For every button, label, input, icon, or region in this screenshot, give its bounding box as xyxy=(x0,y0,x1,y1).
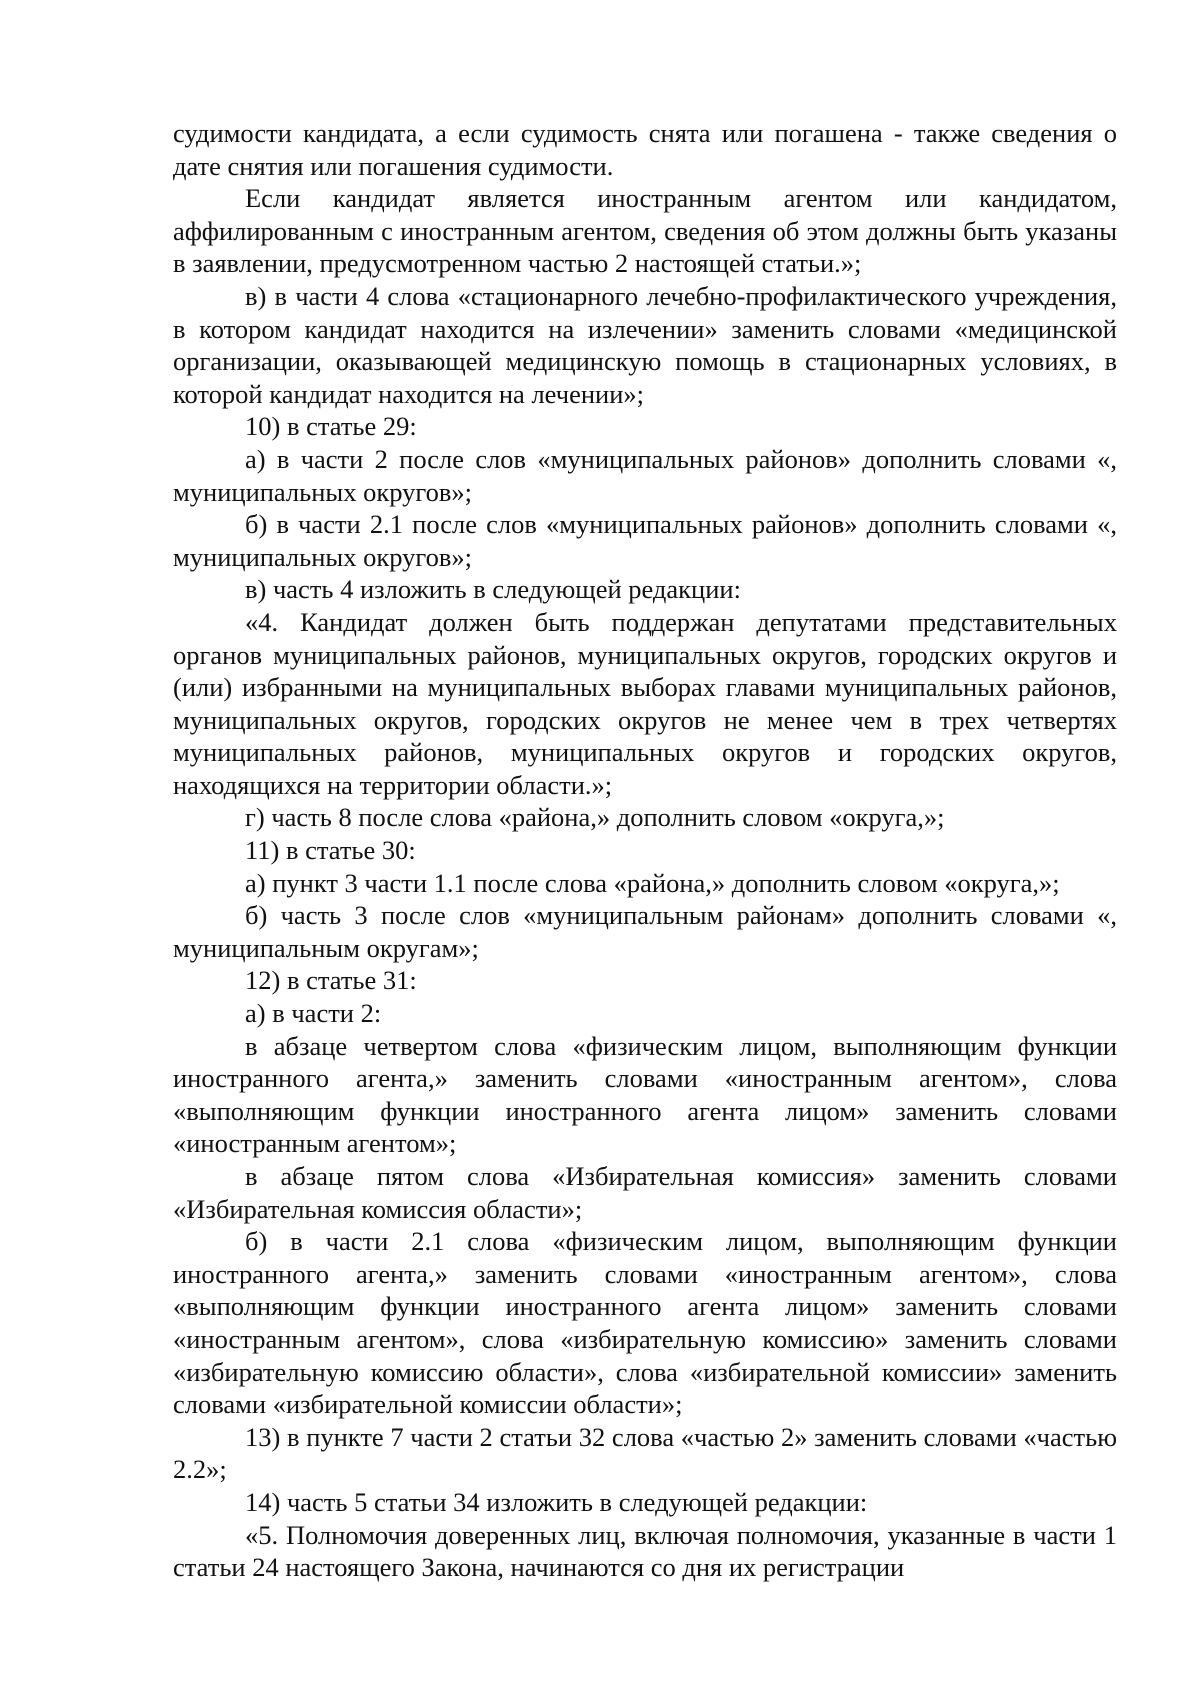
paragraph-10: 11) в статье 30: xyxy=(245,835,416,866)
paragraph-20: «5. Полномочия доверенных лиц, включая полномочия, указанные в части 1 статьи 24 настоящего Закона, начинаются со дня их регистрации xyxy=(173,1519,1117,1583)
paragraph-8: «4. Кандидат должен быть поддержан депутатами представительных органов муниципальных районов, муниципальных округов, городских округов и (или) избранными на муниципальных выборах главами муниципальных районов, муниципальных округов, городских округов не менее чем в трех четвертях муниципальных районов, муниципальных округов и городских округов, находящихся на территории области.»; xyxy=(173,606,1117,800)
paragraph-13: 12) в статье 31: xyxy=(245,965,417,996)
paragraph-17: б) в части 2.1 слова «физическим лицом, выполняющим функции иностранного агента,» заменить словами «иностранным агентом», слова «выполняющим функции иностранного агента лицом» заменить словами «иностранным агентом», слова «избирательную комиссию» заменить словами «избирательную комиссию области», слова «избирательной комиссии» заменить словами «избирательной комиссии области»; xyxy=(173,1226,1117,1420)
paragraph-9: г) часть 8 после слова «района,» дополнить словом «округа,»; xyxy=(245,802,945,833)
paragraph-16: в абзаце пятом слова «Избирательная комиссия» заменить словами «Избирательная комиссия области»; xyxy=(173,1161,1117,1224)
paragraph-18: 13) в пункте 7 части 2 статьи 32 слова «частью 2» заменить словами «частью 2.2»; xyxy=(173,1421,1117,1485)
paragraph-14: а) в части 2: xyxy=(245,998,382,1029)
paragraph-2: Если кандидат является иностранным агентом или кандидатом, аффилированным с иностранным агентом, сведения об этом должны быть указаны в заявлении, предусмотренном частью 2 настоящей статьи.»; xyxy=(173,183,1117,279)
paragraph-5: а) в части 2 после слов «муниципальных районов» дополнить словами «, муниципальных округов»; xyxy=(173,443,1117,507)
paragraph-7: в) часть 4 изложить в следующей редакции: xyxy=(245,574,741,605)
paragraph-4: 10) в статье 29: xyxy=(245,411,417,442)
paragraph-11: а) пункт 3 части 1.1 после слова «района,» дополнить словом «округа,»; xyxy=(245,867,1060,898)
paragraph-6: б) в части 2.1 после слов «муниципальных районов» дополнить словами «, муниципальных округов»; xyxy=(173,509,1117,572)
paragraph-15: в абзаце четвертом слова «физическим лицом, выполняющим функции иностранного агента,» заменить словами «иностранным агентом», слова «выполняющим функции иностранного агента лицом» заменить словами «иностранным агентом»; xyxy=(173,1030,1117,1159)
paragraph-3: в) в части 4 слова «стационарного лечебно-профилактического учреждения, в котором кандидат находится на излечении» заменить словами «медицинской организации, оказывающей медицинскую помощь в стационарных условиях, в которой кандидат находится на лечении»; xyxy=(173,280,1117,409)
document-body xyxy=(173,117,1117,1584)
paragraph-1: судимости кандидата, а если судимость снята или погашена - также сведения о дате снятия или погашения судимости. xyxy=(173,118,1117,181)
paragraph-12: б) часть 3 после слов «муниципальным районам» дополнить словами «, муниципальным округам»; xyxy=(173,900,1117,963)
paragraph-19: 14) часть 5 статьи 34 изложить в следующей редакции: xyxy=(245,1486,868,1517)
